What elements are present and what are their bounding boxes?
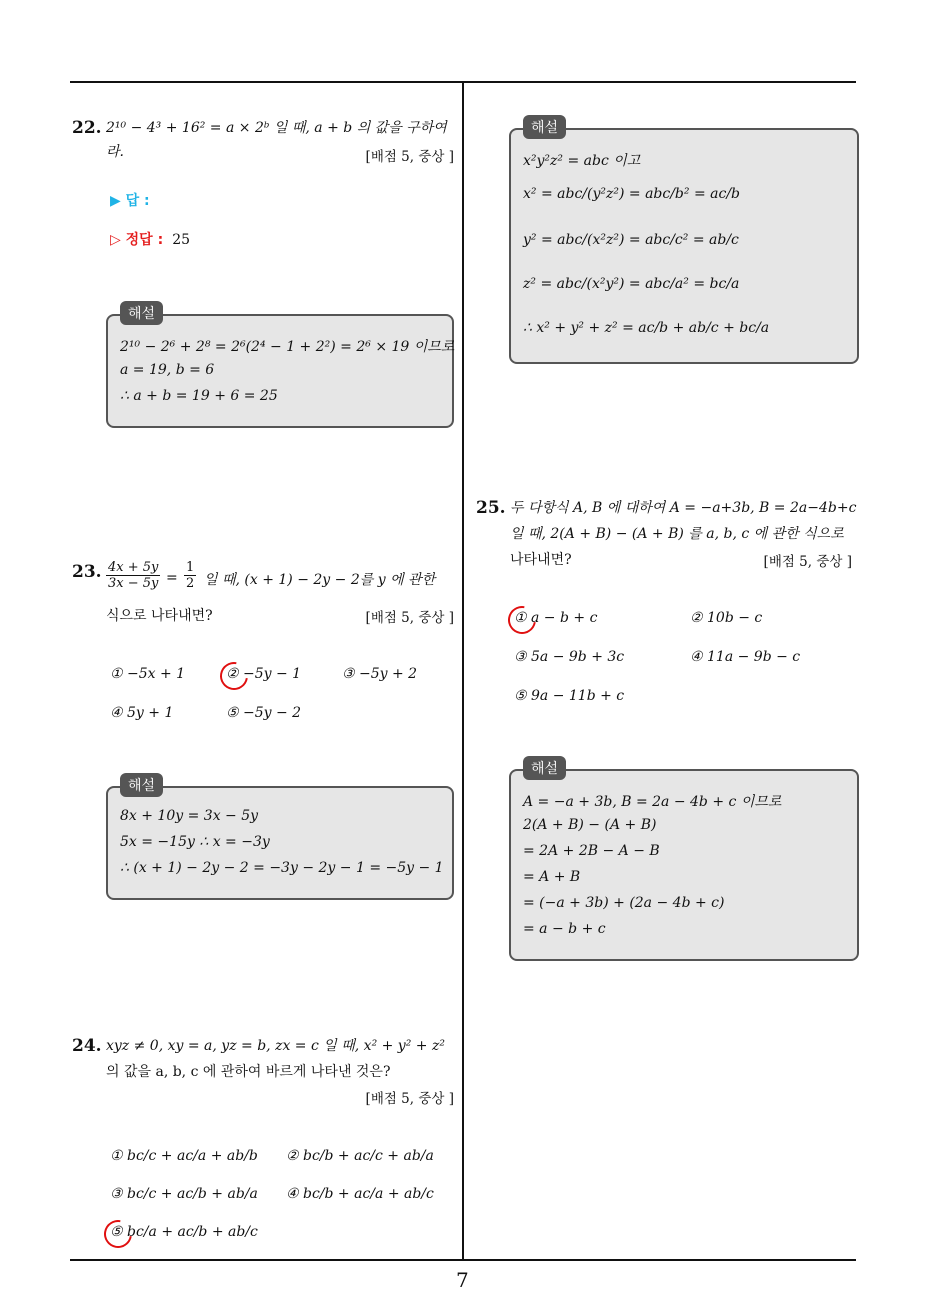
q23-explanation-tag: 해설 xyxy=(120,773,163,797)
q23-choice-1[interactable]: ① −5x + 1 xyxy=(110,666,186,682)
q22-explanation-tag: 해설 xyxy=(120,301,163,325)
page-number: 7 xyxy=(456,1268,469,1292)
q22-score: [배점 5, 중상 ] xyxy=(365,149,454,165)
q25-explain-line: A = −a + 3b, B = 2a − 4b + c 이므로 xyxy=(523,794,782,810)
q25-question-line2: 일 때, 2(A + B) − (A + B) 를 a, b, c 에 관한 식으로 xyxy=(510,526,844,542)
q22-explanation-box xyxy=(106,306,455,428)
q23-half-num: 1 xyxy=(186,560,195,575)
q22-answer-row xyxy=(110,190,150,210)
q22-question-text: 2¹⁰ − 4³ + 16² = a × 2ᵇ 일 때, a + b 의 값을 구하여라. xyxy=(106,120,447,160)
q25-explain-line: = a − b + c xyxy=(523,921,606,937)
q22-answer-label: ▶ 답 : xyxy=(110,193,150,209)
q24-choice-2[interactable]: ② bc/b + ac/c + ab/a xyxy=(286,1148,434,1164)
q23-fraction-half xyxy=(184,560,196,591)
q24-choice-4[interactable]: ④ bc/b + ac/a + ab/c xyxy=(286,1186,434,1202)
q25-selected-mark xyxy=(503,601,542,640)
bottom-rule xyxy=(70,1259,856,1261)
q24-explanation-box xyxy=(509,120,859,364)
q25-score: [배점 5, 중상 ] xyxy=(763,554,852,570)
q25-choice-2[interactable]: ② 10b − c xyxy=(690,610,763,626)
q24-explain-line: x² = abc/(y²z²) = abc/b² = ac/b xyxy=(523,186,741,202)
q23-choice-3[interactable]: ③ −5y + 2 xyxy=(342,666,418,682)
q22-explain-line: ∴ a + b = 19 + 6 = 25 xyxy=(120,388,278,404)
q25-choice-5[interactable]: ⑤ 9a − 11b + c xyxy=(514,688,625,704)
q23-question-line2: 식으로 나타내면? xyxy=(106,608,213,624)
q22-explain-line: 2¹⁰ − 2⁶ + 2⁸ = 2⁶(2⁴ − 1 + 2²) = 2⁶ × 19 이므로 xyxy=(120,339,455,355)
q24-explain-line: x²y²z² = abc 이고 xyxy=(523,153,641,169)
q24-number: 24. xyxy=(72,1036,102,1056)
q23-choice-4[interactable]: ④ 5y + 1 xyxy=(110,705,174,721)
q24-question-text: xyz ≠ 0, xy = a, yz = b, zx = c 일 때, x² + y² + z² xyxy=(106,1038,445,1054)
q25-explain-line: = (−a + 3b) + (2a − 4b + c) xyxy=(523,895,725,911)
q25-explain-line: 2(A + B) − (A + B) xyxy=(523,817,657,833)
q23-explain-line: 8x + 10y = 3x − 5y xyxy=(120,808,259,824)
q24-question-line2: 의 값을 a, b, c 에 관하여 바르게 나타낸 것은? xyxy=(106,1064,391,1080)
q23-selected-mark xyxy=(215,657,254,696)
q23-frac-den: 3x − 5y xyxy=(108,576,159,591)
q24-choice-1[interactable]: ① bc/c + ac/a + ab/b xyxy=(110,1148,258,1164)
q22-number: 22. xyxy=(72,118,102,138)
q23-frac-num: 4x + 5y xyxy=(108,560,159,575)
q24-selected-mark xyxy=(99,1215,138,1254)
q24-choice-5[interactable]: ⑤ bc/a + ac/b + ab/c xyxy=(110,1224,258,1240)
q25-choice-4[interactable]: ④ 11a − 9b − c xyxy=(690,649,801,665)
q25-question-line3: 나타내면? xyxy=(510,552,572,568)
q22-explain-line: a = 19, b = 6 xyxy=(120,362,215,378)
q24-explain-line: z² = abc/(x²y²) = abc/a² = bc/a xyxy=(523,276,740,292)
column-divider xyxy=(462,82,464,1260)
q22-key-row xyxy=(110,228,190,252)
q23-explain-line: ∴ (x + 1) − 2y − 2 = −3y − 2y − 1 = −5y − 1 xyxy=(120,860,444,876)
q23-score: [배점 5, 중상 ] xyxy=(365,610,454,626)
q23-fraction-left xyxy=(106,560,160,591)
q25-question-text: 두 다항식 A, B 에 대하여 A = −a+3b, B = 2a−4b+c xyxy=(510,500,857,516)
q22-key-value: 25 xyxy=(172,232,191,248)
q25-explain-line: = 2A + 2B − A − B xyxy=(523,843,660,859)
q25-explanation-tag: 해설 xyxy=(523,756,566,780)
q23-choice-2[interactable]: ② −5y − 1 xyxy=(226,666,302,682)
q22-key-label: ▷ 정답 : xyxy=(110,232,164,248)
q25-explain-line: = A + B xyxy=(523,869,581,885)
q24-explain-line: y² = abc/(x²z²) = abc/c² = ab/c xyxy=(523,232,739,248)
q25-number: 25. xyxy=(476,498,506,518)
q23-eq-sign: = xyxy=(166,570,178,586)
q24-explain-line: ∴ x² + y² + z² = ac/b + ab/c + bc/a xyxy=(523,320,770,336)
q25-choice-3[interactable]: ③ 5a − 9b + 3c xyxy=(514,649,625,665)
q25-explanation-box xyxy=(509,761,859,961)
q23-choice-5[interactable]: ⑤ −5y − 2 xyxy=(226,705,302,721)
q24-score: [배점 5, 중상 ] xyxy=(365,1091,454,1107)
q24-explanation-tag: 해설 xyxy=(523,115,566,139)
q23-number: 23. xyxy=(72,562,102,582)
q24-choice-3[interactable]: ③ bc/c + ac/b + ab/a xyxy=(110,1186,258,1202)
q23-half-den: 2 xyxy=(186,576,195,591)
q25-choice-1[interactable]: ① a − b + c xyxy=(514,610,598,626)
q23-explanation-box xyxy=(106,778,454,900)
q23-question-text: 일 때, (x + 1) − 2y − 2를 y 에 관한 xyxy=(204,572,436,588)
q23-explain-line: 5x = −15y ∴ x = −3y xyxy=(120,834,270,850)
